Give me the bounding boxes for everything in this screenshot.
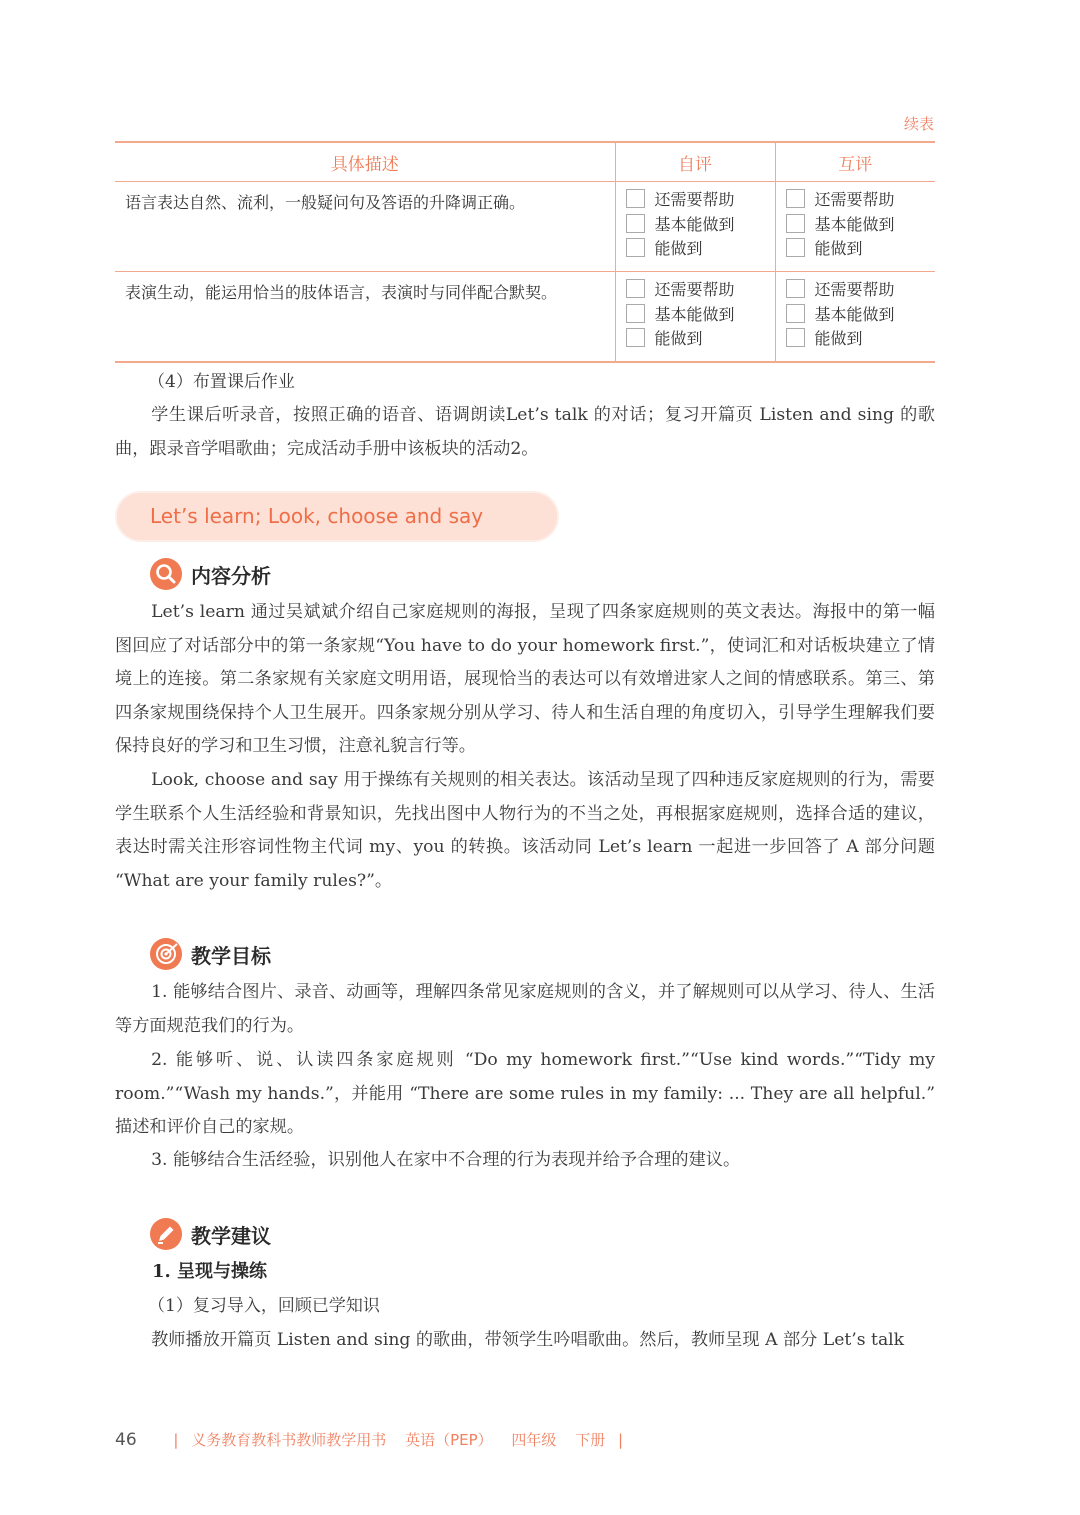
- target-icon: [150, 938, 182, 970]
- heading-text: 内容分析: [191, 564, 271, 588]
- heading-text: 教学目标: [191, 944, 271, 968]
- checkbox-option: [626, 188, 775, 213]
- header-self-evaluation: 自评: [615, 142, 775, 182]
- checkbox-option: [626, 303, 775, 328]
- self-eval-checklist: [615, 182, 775, 272]
- self-eval-checklist: [615, 272, 775, 363]
- checkbox[interactable]: [626, 214, 645, 233]
- checkbox[interactable]: [626, 238, 645, 257]
- option-label: 能做到: [814, 239, 863, 258]
- checkbox[interactable]: [786, 279, 805, 298]
- checkbox[interactable]: [786, 189, 805, 208]
- section-title-pill: Let’s learn; Look, choose and say: [117, 493, 557, 540]
- checkbox-option: [786, 278, 936, 303]
- magnifier-icon: [150, 558, 182, 590]
- homework-text: 学生课后听录音，按照正确的语音、语调朗读Let’s talk 的对话；复习开篇页 Listen and sing 的歌曲，跟录音学唱歌曲；完成活动手册中该板块的活动2。: [115, 405, 935, 459]
- continued-table-label: 续表: [903, 115, 934, 133]
- checkbox-option: [786, 237, 936, 262]
- evaluation-table: [115, 141, 935, 363]
- option-label: 基本能做到: [654, 304, 735, 324]
- checkbox-option: [626, 278, 775, 303]
- option-label: 还需要帮助: [654, 190, 735, 209]
- option-label: 能做到: [654, 329, 703, 348]
- suggestion-subheading: 1. 呈现与操练: [152, 1261, 268, 1282]
- checkbox-option: [786, 213, 936, 238]
- footer-volume: 下册: [575, 1431, 606, 1449]
- table-row: [115, 182, 935, 272]
- checkbox-option: [626, 237, 775, 262]
- content-paragraph: Look, choose and say 用于操练有关规则的相关表达。该活动呈现了四种违反家庭规则的行为，需要学生联系个人生活经验和背景知识，先找出图中人物行为的不当之处，再根据家庭规则，选择合适的建议，表达时需关注形容词性物主代词 my、you 的转换。该活动同 Let’s learn 一起进一步回答了 A 部分问题 “What are your family rules?”。: [115, 770, 935, 891]
- checkbox[interactable]: [626, 189, 645, 208]
- pencil-icon: [150, 1218, 182, 1250]
- homework-title: （4）布置课后作业: [148, 372, 295, 392]
- peer-eval-checklist: [775, 182, 935, 272]
- checkbox-option: [786, 327, 936, 352]
- page-number: 46: [115, 1430, 137, 1450]
- checkbox[interactable]: [626, 279, 645, 298]
- checkbox[interactable]: [626, 304, 645, 323]
- checkbox-option: [786, 188, 936, 213]
- goal-item: 1. 能够结合图片、录音、动画等，理解四条常见家庭规则的含义，并了解规则可以从学习、待人、生活等方面规范我们的行为。: [115, 982, 935, 1036]
- checkbox-option: [626, 213, 775, 238]
- option-label: 基本能做到: [814, 304, 895, 324]
- checkbox[interactable]: [626, 328, 645, 347]
- goal-item: 2. 能够听、说、认读四条家庭规则 “Do my homework first.”“Use kind words.”“Tidy my room.”“Wash my hands.”，并能用 “There are some rules in my family: ... They are all helpful.” 描述和评价自己的家规。: [115, 1050, 935, 1138]
- header-description: 具体描述: [115, 142, 615, 182]
- footer-grade: 四年级: [511, 1431, 557, 1449]
- checkbox[interactable]: [786, 328, 805, 347]
- suggestion-step: （1）复习导入，回顾已学知识: [148, 1296, 380, 1316]
- row-description: 表演生动，能运用恰当的肢体语言，表演时与同伴配合默契。: [115, 272, 615, 363]
- heading-text: 教学建议: [191, 1224, 271, 1248]
- checkbox[interactable]: [786, 238, 805, 257]
- table-row: [115, 272, 935, 363]
- header-peer-evaluation: 互评: [775, 142, 935, 182]
- row-description: 语言表达自然、流利，一般疑问句及答语的升降调正确。: [115, 182, 615, 272]
- footer-book-title: 义务教育教科书教师教学用书: [191, 1431, 387, 1449]
- option-label: 基本能做到: [654, 214, 735, 234]
- checkbox[interactable]: [786, 214, 805, 233]
- option-label: 基本能做到: [814, 214, 895, 234]
- checkbox-option: [786, 303, 936, 328]
- option-label: 还需要帮助: [654, 280, 735, 299]
- checkbox-option: [626, 327, 775, 352]
- page-footer: 46 | 义务教育教科书教师教学用书 英语（PEP） 四年级 下册 |: [115, 1430, 624, 1450]
- goal-item: 3. 能够结合生活经验，识别他人在家中不合理的行为表现并给予合理的建议。: [151, 1150, 741, 1170]
- peer-eval-checklist: [775, 272, 935, 363]
- checkbox[interactable]: [786, 304, 805, 323]
- option-label: 还需要帮助: [814, 190, 895, 209]
- content-paragraph: Let’s learn 通过吴斌斌介绍自己家庭规则的海报，呈现了四条家庭规则的英文表达。海报中的第一幅图回应了对话部分中的第一条家规“You have to do your homework first.”，使词汇和对话板块建立了情境上的连接。第二条家规有关家庭文明用语，展现恰当的表达可以有效增进家人之间的情感联系。第三、第四条家规围绕保持个人卫生展开。四条家规分别从学习、待人和生活自理的角度切入，引导学生理解我们要保持良好的学习和卫生习惯，注意礼貌言行等。: [115, 602, 935, 757]
- footer-subject: 英语（PEP）: [405, 1431, 493, 1449]
- option-label: 还需要帮助: [814, 280, 895, 299]
- option-label: 能做到: [814, 329, 863, 348]
- suggestion-text: 教师播放开篇页 Listen and sing 的歌曲，带领学生吟唱歌曲。然后，教师呈现 A 部分 Let’s talk: [151, 1330, 905, 1350]
- option-label: 能做到: [654, 239, 703, 258]
